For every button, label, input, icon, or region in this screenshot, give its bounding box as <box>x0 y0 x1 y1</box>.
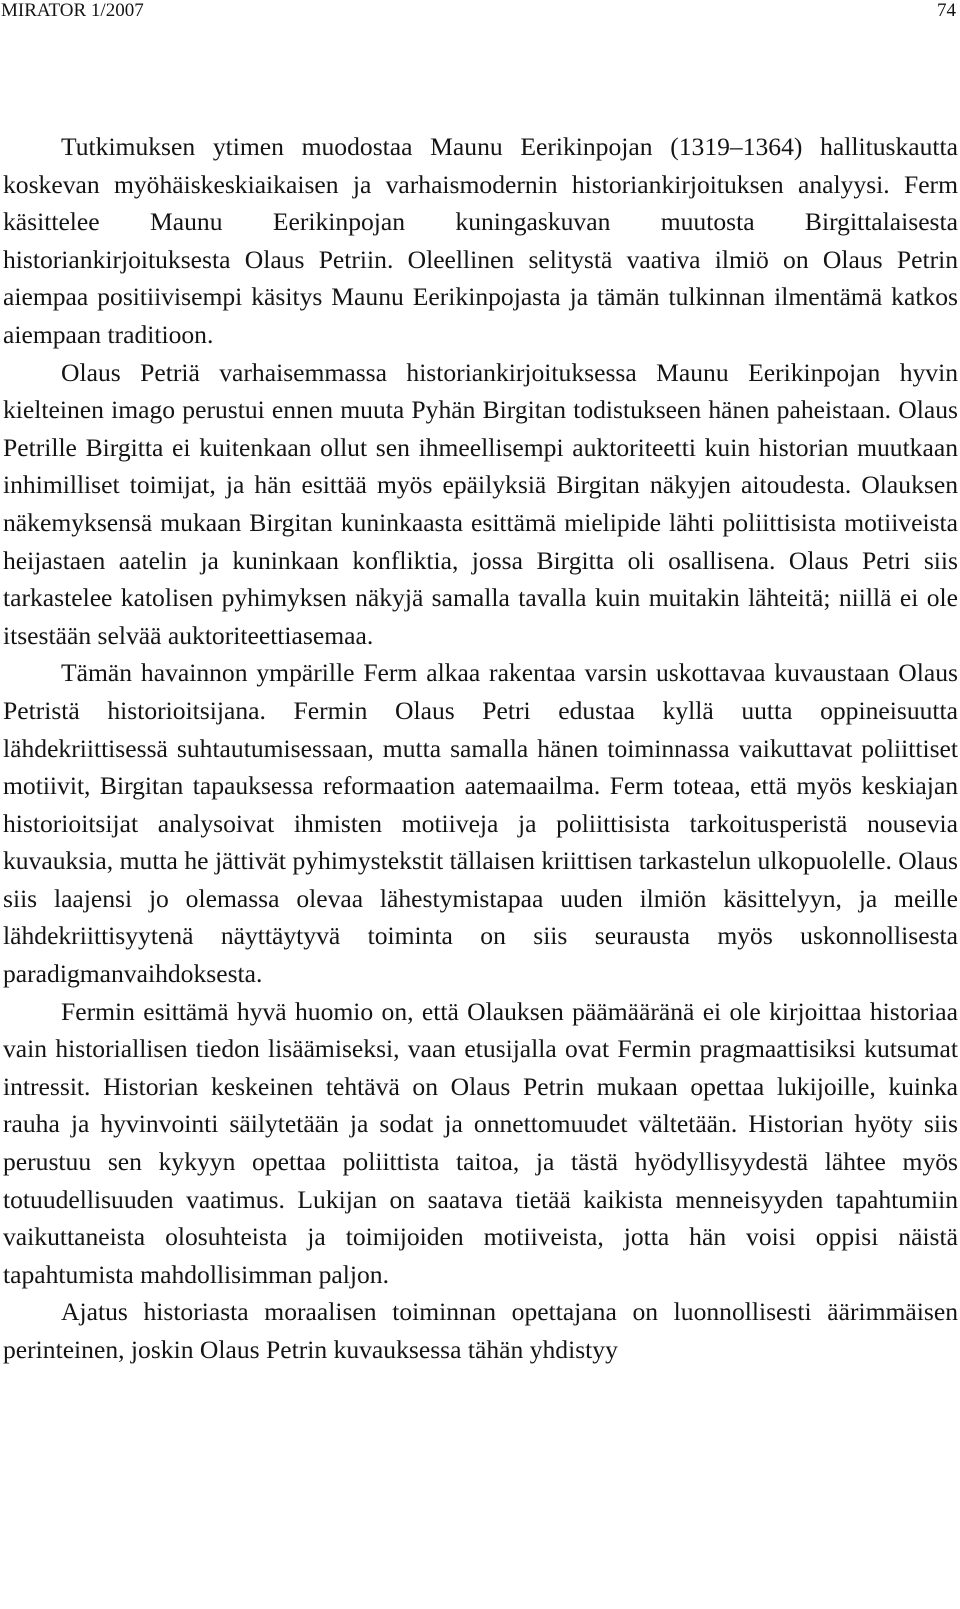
paragraph-3: Tämän havainnon ympärille Ferm alkaa rakentaa varsin uskottavaa kuvaustaan Olaus Petristä historioitsijana. Fermin Olaus Petri edustaa kyllä uutta oppineisuutta lähdekriittisessä suhtautumisessaan, mutta samalla hänen toiminnassa vaikuttavat poliittiset motiivit, Birgitan tapauksessa reformaation aatemaailma. Ferm toteaa, että myös keskiajan historioitsijat analysoivat ihmisten motiiveja ja poliittisista tarkoitusperistä nousevia kuvauksia, mutta he jättivät pyhimystekstit tällaisen kriittisen tarkastelun ulkopuolelle. Olaus siis laajensi jo olemassa olevaa lähestymistapaa uuden ilmiön käsittelyyn, ja meille lähdekriittisyytenä näyttäytyvä toiminta on siis seurausta myös uskonnollisesta paradigmanvaihdoksesta. <box>3 658 958 989</box>
journal-issue: MIRATOR 1/2007 <box>1 0 144 21</box>
article-body <box>3 128 958 1369</box>
paragraph-4: Fermin esittämä hyvä huomio on, että Olauksen päämääränä ei ole kirjoittaa historiaa vain historiallisen tiedon lisäämiseksi, vaan etusijalla ovat Fermin pragmaattisiksi kutsumat intressit. Historian keskeinen tehtävä on Olaus Petrin mukaan opettaa lukijoille, kuinka rauha ja hyvinvointi säilytetään ja sodat ja onnettomuudet vältetään. Historian hyöty siis perustuu sen kykyyn opettaa poliittista taitoa, ja tästä hyödyllisyydestä lähtee myös totuudellisuuden vaatimus. Lukijan on saatava tietää kaikista menneisyyden tapahtumiin vaikuttaneista olosuhteista ja toimijoiden motiiveista, jotta hän voisi oppisi näistä tapahtumista mahdollisimman paljon. <box>3 996 958 1289</box>
page-number: 74 <box>937 0 956 21</box>
paragraph-5: Ajatus historiasta moraalisen toiminnan opettajana on luonnollisesti äärimmäisen perinteinen, joskin Olaus Petrin kuvauksessa tähän yhdistyy <box>3 1297 958 1364</box>
running-header <box>0 0 960 24</box>
paragraph-2: Olaus Petriä varhaisemmassa historiankirjoituksessa Maunu Eerikinpojan hyvin kielteinen imago perustui ennen muuta Pyhän Birgitan todistukseen hänen paheistaan. Olaus Petrille Birgitta ei kuitenkaan ollut sen ihmeellisempi auktoriteetti kuin historian muutkaan inhimilliset toimijat, ja hän esittää myös epäilyksiä Birgitan näkyjen aitoudesta. Olauksen näkemyksensä mukaan Birgitan kuninkaasta esittämä mielipide lähti poliittisista motiiveista heijastaen aatelin ja kuninkaan konfliktia, jossa Birgitta oli osallisena. Olaus Petri siis tarkastelee katolisen pyhimyksen näkyjä samalla tavalla kuin muitakin lähteitä; niillä ei ole itsestään selvää auktoriteettiasemaa. <box>3 357 958 650</box>
paragraph-1: Tutkimuksen ytimen muodostaa Maunu Eerikinpojan (1319–1364) hallituskautta koskevan myöhäiskeskiaikaisen ja varhaismodernin historiankirjoituksen analyysi. Ferm käsittelee Maunu Eerikinpojan kuningaskuvan muutosta Birgittalaisesta historiankirjoituksesta Olaus Petriin. Oleellinen selitystä vaativa ilmiö on Olaus Petrin aiempaa positiivisempi käsitys Maunu Eerikinpojasta ja tämän tulkinnan ilmentämä katkos aiempaan traditioon. <box>3 132 958 349</box>
